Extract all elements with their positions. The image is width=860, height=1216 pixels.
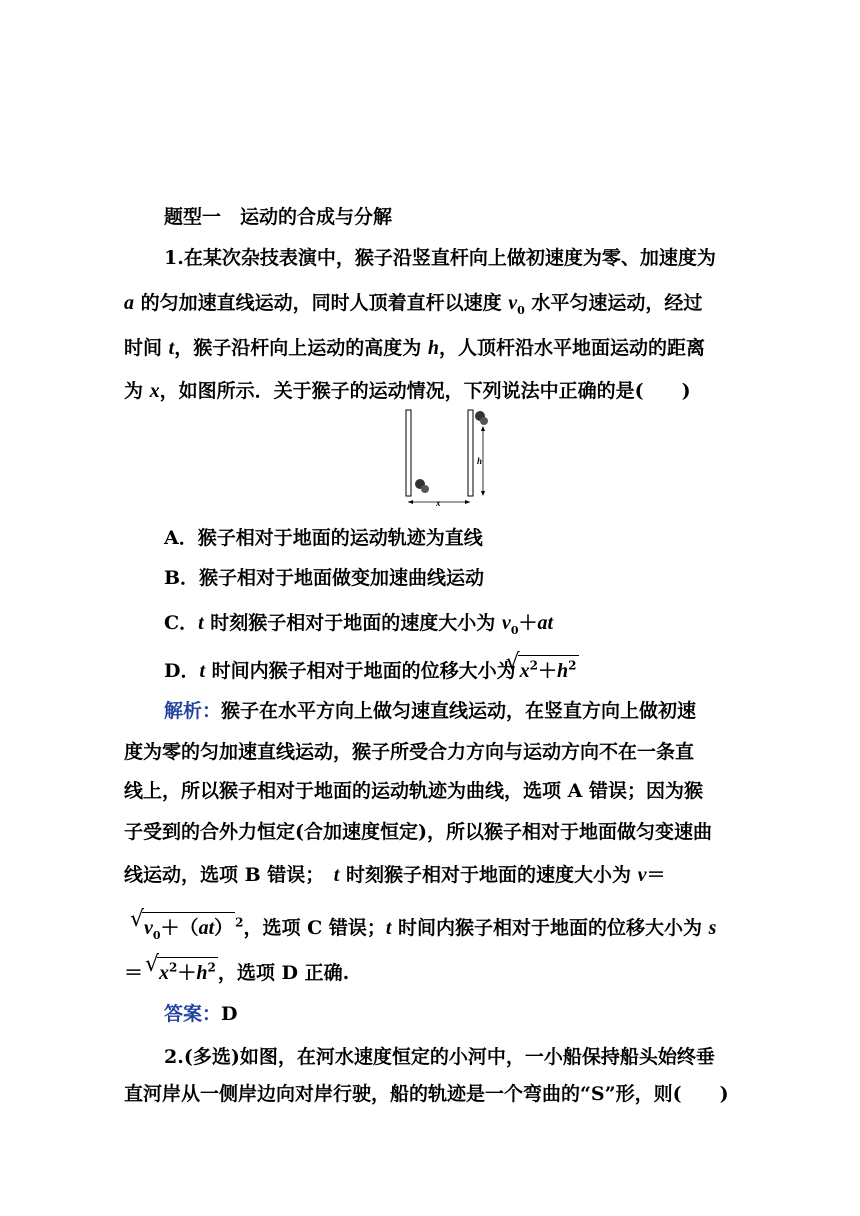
q1-line-2: a 的匀加速直线运动，同时人顶着直杆以速度 $v_0$ 水平匀速运动，经过: [124, 292, 703, 317]
monkey-top-icon: [475, 411, 488, 425]
sqrt-expression: √ $x^2+h^2$: [518, 655, 579, 683]
option-b: B．猴子相对于地面做变加速曲线运动: [164, 567, 485, 589]
sqrt-expression: √ $v_0+(at)$: [142, 912, 235, 942]
option-c: C．t 时刻猴子相对于地面的速度大小为 $v_0+at$: [164, 612, 554, 637]
analysis-line-4: 子受到的合外力恒定(合加速度恒定)，所以猴子相对于地面做匀变速曲: [124, 821, 712, 843]
analysis-line-5: 线运动，选项 B 错误； t 时刻猴子相对于地面的速度大小为 v＝: [124, 864, 666, 886]
q2-line-1: 2.(多选)如图，在河水速度恒定的小河中，一小船保持船头始终垂: [164, 1046, 715, 1068]
analysis-line-7: ＝√ $x^2+h^2$ ，选项 D 正确.: [124, 957, 349, 985]
analysis-line-6: √ $v_0+(at)$ $^2$，选项 C 错误；t 时间内猴子相对于地面的位移大小为 s: [140, 912, 716, 942]
q1-line-3: 时间 t，猴子沿杆向上运动的高度为 h，人顶杆沿水平地面运动的距离: [124, 337, 705, 359]
q1-line-4: 为 x，如图所示．关于猴子的运动情况，下列说法中正确的是( ): [124, 380, 691, 402]
answer-line: [164, 999, 238, 1026]
analysis-line-2: 度为零的匀加速直线运动，猴子所受合力方向与运动方向不在一条直: [124, 741, 695, 763]
q2-line-2: 直河岸从一侧岸边向对岸行驶，船的轨迹是一个弯曲的“S”形，则( ): [124, 1083, 729, 1105]
option-d: D．t 时间内猴子相对于地面的位移大小为√ $x^2+h^2$: [164, 655, 579, 683]
sqrt-expression: √ $x^2+h^2$: [157, 957, 218, 985]
answer-value: D: [221, 1003, 238, 1025]
figure-label-h: h: [477, 456, 483, 466]
analysis-line-1: 解析：猴子在水平方向上做匀速直线运动，在竖直方向上做初速: [164, 700, 697, 722]
analysis-label: 解析：: [164, 700, 222, 722]
q1-line-1: 1.在某次杂技表演中，猴子沿竖直杆向上做初速度为零、加速度为: [164, 247, 716, 269]
monkey-bottom-icon: [415, 479, 429, 493]
answer-label: 答案：: [164, 1003, 222, 1025]
analysis-line-3: 线上，所以猴子相对于地面的运动轨迹为曲线，选项 A 错误；因为猴: [124, 780, 703, 802]
section-heading: 题型一 运动的合成与分解: [164, 206, 393, 228]
option-a: A．猴子相对于地面的运动轨迹为直线: [164, 527, 483, 549]
monkey-pole-figure: [398, 408, 498, 508]
figure-label-x: x: [436, 498, 441, 508]
